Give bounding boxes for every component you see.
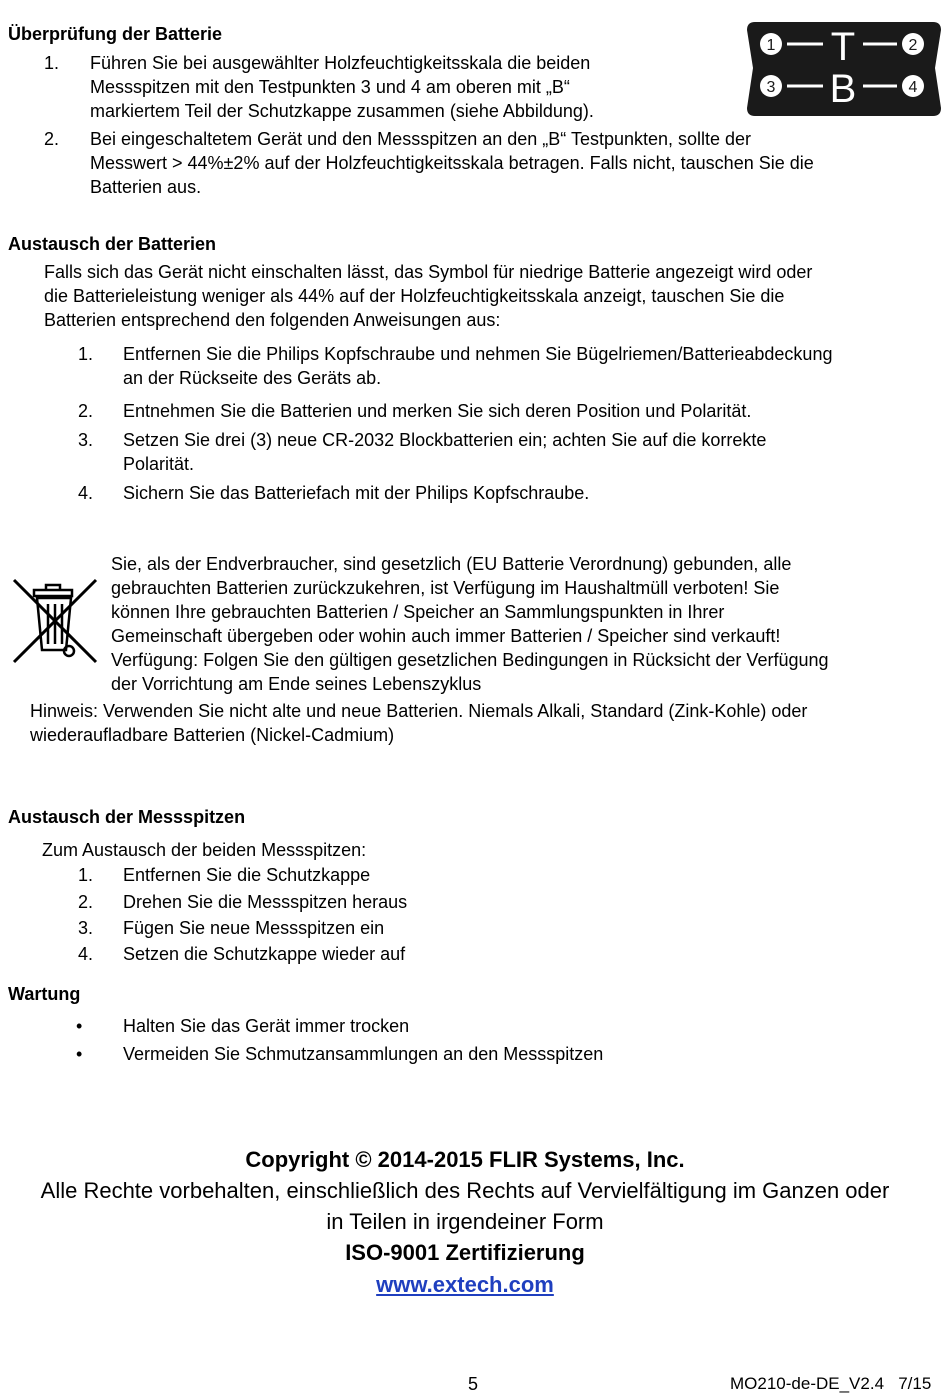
list-number: 1. [44, 53, 60, 73]
list-item [44, 51, 594, 123]
list-item [78, 863, 370, 887]
list-number: 3. [78, 430, 94, 450]
battery-replace-intro: Falls sich das Gerät nicht einschalten lässt, das Symbol für niedrige Batterie angezeigt wird oder die Batterieleistung weniger als 44% auf der Holzfeuchtigkeitsskala anzeigt, tauschen Sie die Batterien entsprechend den folgenden Anweisungen aus: [44, 262, 813, 330]
document-id: MO210-de-DE_V2.4 7/15 [730, 1374, 932, 1393]
list-number: 1. [78, 865, 94, 885]
disposal-text: Sie, als der Endverbraucher, sind gesetzlich (EU Batterie Verordnung) gebunden, alle gebrauchten Batterien zurückzukehren, ist Verfügung im Haushaltmüll verboten! Sie können Ihre gebrauchten Batterien / Speicher an Sammlungspunkten in Ihrer Gemeinschaft übergeben oder wohin auch immer Batterien / Speicher sind verkauft! Verfügung: Folgen Sie den gültigen gesetzlichen Bedingungen in Rücksicht der Verfügung der Vorrichtung am Ende seines Lebenszyklus [111, 554, 829, 694]
list-text: Batterien aus. [90, 177, 202, 197]
list-text: Bei eingeschaltetem Gerät und den Messspitzen an den „B“ Testpunkten, sollte der [90, 129, 752, 149]
list-number: 2. [78, 401, 94, 421]
rights-line: in Teilen in irgendeiner Form [326, 1209, 604, 1234]
diagram-top-label: T [830, 25, 856, 69]
heading-battery-check: Überprüfung der Batterie [8, 24, 223, 44]
iso-certification: ISO-9001 Zertifizierung [345, 1240, 585, 1265]
test-point-2: 2 [908, 37, 918, 54]
list-number: 3. [78, 918, 94, 938]
list-text: Sichern Sie das Batteriefach mit der Philips Kopfschraube. [123, 483, 590, 503]
heading-probe-replace: Austausch der Messspitzen [8, 807, 246, 827]
list-text: Messwert > 44%±2% auf der Holzfeuchtigkeitsskala betragen. Falls nicht, tauschen Sie die [90, 153, 814, 173]
copyright: Copyright © 2014-2015 FLIR Systems, Inc. [245, 1147, 685, 1172]
list-text: Führen Sie bei ausgewählter Holzfeuchtigkeitsskala die beiden [90, 53, 591, 73]
test-point-3: 3 [766, 79, 776, 96]
heading-battery-replace: Austausch der Batterien [8, 234, 217, 254]
test-point-1: 1 [766, 37, 776, 54]
list-item [78, 890, 407, 914]
list-item [76, 1014, 409, 1038]
list-text: an der Rückseite des Geräts ab. [123, 368, 382, 388]
list-text: Halten Sie das Gerät immer trocken [123, 1016, 410, 1036]
bullet-icon: • [76, 1016, 83, 1036]
list-text: Entfernen Sie die Schutzkappe [123, 865, 371, 885]
test-point-4: 4 [908, 79, 918, 96]
list-number: 1. [78, 344, 94, 364]
list-number: 4. [78, 944, 94, 964]
probe-replace-intro: Zum Austausch der beiden Messspitzen: [42, 840, 367, 860]
bullet-icon: • [76, 1044, 83, 1064]
list-item [44, 127, 814, 199]
page-number: 5 [468, 1374, 479, 1394]
list-text: Vermeiden Sie Schmutzansammlungen an den Messspitzen [123, 1044, 604, 1064]
list-number: 4. [78, 483, 94, 503]
list-text: Entnehmen Sie die Batterien und merken Sie sich deren Position und Polarität. [123, 401, 752, 421]
list-number: 2. [78, 892, 94, 912]
website-link[interactable]: www.extech.com [376, 1272, 554, 1297]
list-item [78, 399, 751, 423]
battery-note: Hinweis: Verwenden Sie nicht alte und neue Batterien. Niemals Alkali, Standard (Zink-Kohle) oder wiederaufladbare Batterien (Nickel-Cadmium) [30, 701, 808, 745]
list-text: Entfernen Sie die Philips Kopfschraube und nehmen Sie Bügelriemen/Batterieabdeckung [123, 344, 833, 364]
list-text: Polarität. [123, 454, 195, 474]
list-item [78, 428, 766, 476]
list-text: Drehen Sie die Messspitzen heraus [123, 892, 408, 912]
list-item [76, 1042, 603, 1066]
list-item [78, 942, 405, 966]
diagram-bottom-label: B [829, 67, 857, 111]
list-item [78, 481, 589, 505]
list-text: Setzen die Schutzkappe wieder auf [123, 944, 406, 964]
test-point-diagram [745, 18, 943, 120]
heading-maintenance: Wartung [8, 984, 81, 1004]
list-text: markiertem Teil der Schutzkappe zusammen (siehe Abbildung). [90, 101, 594, 121]
list-text: Fügen Sie neue Messspitzen ein [123, 918, 385, 938]
list-item [78, 342, 832, 390]
list-number: 2. [44, 129, 60, 149]
list-item [78, 916, 384, 940]
list-text: Messspitzen mit den Testpunkten 3 und 4 am oberen mit „B“ [90, 77, 570, 97]
rights-line: Alle Rechte vorbehalten, einschließlich des Rechts auf Vervielfältigung im Ganzen oder [40, 1178, 890, 1203]
list-text: Setzen Sie drei (3) neue CR-2032 Blockbatterien ein; achten Sie auf die korrekte [123, 430, 767, 450]
crossed-out-wheelie-bin-icon [8, 572, 104, 668]
